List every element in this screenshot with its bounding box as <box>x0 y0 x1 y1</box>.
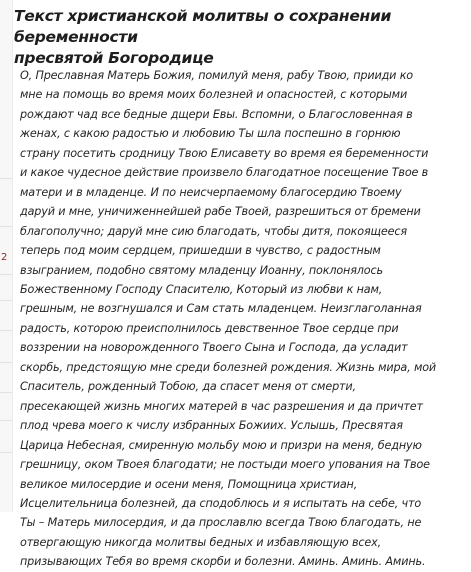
prayer-title-line: Текст христианской молитвы о сохранении беременности <box>14 7 392 46</box>
sidebar-divider <box>0 300 12 301</box>
prayer-text-line: Спаситель, рожденный Тобою, да спасет меня от смерти, <box>20 380 356 394</box>
prayer-text-line: Царица Небесная, смиренную мольбу мою и призри на меня, бедную <box>20 438 422 452</box>
sidebar-divider <box>0 392 12 393</box>
prayer-title <box>14 6 466 69</box>
prayer-text-line: скорбь, предстоящую мне среди болезней рождения. Жизнь мира, мой <box>20 360 437 374</box>
prayer-text-line: женах, с какою радостью и любовию Ты шла поспешно в горнюю <box>20 127 401 141</box>
prayer-text-line: мне на помощь во время моих болезней и опасностей, с которыми <box>20 88 408 102</box>
prayer-text-line: грешным, не возгнушался и Сам стать младенцем. Неизглаголанная <box>20 302 422 316</box>
prayer-text-line: рождают чад все бедные дщери Евы. Вспомни, о Благословенная в <box>20 107 413 121</box>
prayer-text-line: страну посетить сродницу Твою Елисавету во время ея беременности <box>20 146 429 160</box>
prayer-title-line: пресвятой Богородице <box>14 49 214 67</box>
prayer-text-line: взыгранием, подобно святому младенцу Иоанну, поклонялось <box>20 263 383 277</box>
prayer-text-line: О, Преславная Матерь Божия, помилуй меня, рабу Твою, прииди ко <box>20 69 413 82</box>
prayer-text-line: теперь под моим сердцем, пришедши в чувство, с радостным <box>20 244 381 258</box>
prayer-text-line: Божественному Господу Спасителю, Который из любви к нам, <box>20 282 383 296</box>
sidebar-divider <box>0 330 12 331</box>
prayer-text-line: пресекающей жизнь многих матерей в час разрешения и да причтет <box>20 399 423 413</box>
prayer-text-line: воззрении на новорожденного Твоего Сына и Господа, да усладит <box>20 341 408 355</box>
prayer-text <box>20 66 469 572</box>
sidebar-divider <box>0 226 12 227</box>
prayer-text-line: матери и в младенце. И по неисчерпаемому благосердию Твоему <box>20 185 402 199</box>
prayer-text-line: великое милосердие и осени меня, Помощница христиан, <box>20 477 358 491</box>
prayer-text-line: отвергающую никогда молитвы бедных и избавляющую всех, <box>20 535 382 549</box>
prayer-text-line: плод чрева моего к числу избранных Божиих. Услышь, Пресвятая <box>20 419 403 433</box>
left-sidebar-edge <box>0 0 13 512</box>
prayer-text-line: Исцелительница болезней, да сподоблюсь и я испытать на себе, что <box>20 496 422 510</box>
sidebar-divider <box>0 420 12 421</box>
prayer-text-line: призывающих Тебя во время скорби и болезни. Аминь. Аминь. Аминь. <box>20 555 426 569</box>
sidebar-divider <box>0 178 12 179</box>
sidebar-divider <box>0 452 12 453</box>
prayer-text-line: благополучно; даруй мне сию благодать, чтобы дитя, покоящееся <box>20 224 407 238</box>
sidebar-fragment-text: 2 <box>1 252 8 263</box>
prayer-text-line: Ты – Матерь милосердия, и да прославлю всегда Твою благодать, не <box>20 516 422 530</box>
sidebar-divider <box>0 362 12 363</box>
prayer-text-line: радость, которою преисполнилось девственное Твое сердце при <box>20 321 399 335</box>
prayer-text-line: и какое чудесное действие произвело благодатное посещение Твое в <box>20 166 429 180</box>
prayer-text-line: грешницу, оком Твоея благодати; не постыди моего упования на Твое <box>20 458 430 472</box>
prayer-text-line: даруй и мне, уничиженнейшей рабе Твоей, разрешиться от бремени <box>20 205 421 219</box>
sidebar-divider <box>0 274 12 275</box>
